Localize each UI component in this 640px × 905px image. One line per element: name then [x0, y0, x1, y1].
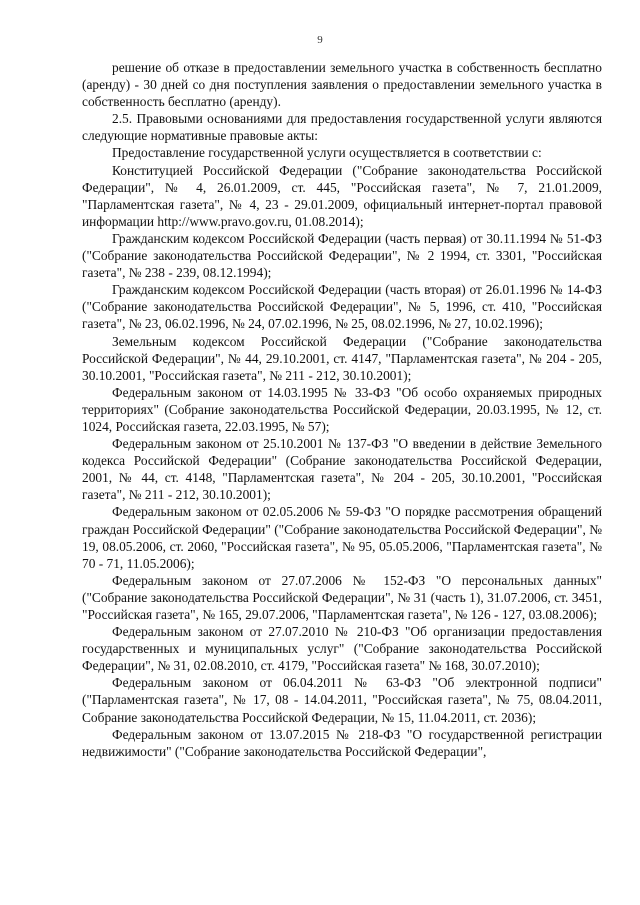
- paragraph-law-218-fz: Федеральным законом от 13.07.2015 № 218-ФЗ "О государственной регистрации недвижимости" ("Собрание законодательства Российской Федерации",: [82, 726, 602, 759]
- paragraph-law-59-fz: Федеральным законом от 02.05.2006 № 59-ФЗ "О порядке рассмотрения обращений граждан Российской Федерации" ("Собрание законодательства Российской Федерации", № 19, 08.05.2006, ст. 2060, "Российская газета", № 95, 05.05.2006, "Парламентская газета", № 70 - 71, 11.05.2006);: [82, 504, 602, 571]
- paragraph-law-33-fz: Федеральным законом от 14.03.1995 № 33-ФЗ "Об особо охраняемых природных территориях" (Собрание законодательства Российской Федерации, 20.03.1995, № 12, ст. 1024, Российская газета, 22.03.1995, № 57);: [82, 384, 602, 434]
- paragraph-civil-code-part-2: Гражданским кодексом Российской Федерации (часть вторая) от 26.01.1996 № 14-ФЗ ("Собрание законодательства Российской Федерации", № 5, 1996, ст. 410, "Российская газета", № 23, 06.02.1996, № 24, 07.02.1996, № 25, 08.02.1996, № 27, 10.02.1996);: [82, 282, 602, 332]
- paragraph-legal-grounds: 2.5. Правовыми основаниями для предоставления государственной услуги являются следующие нормативные правовые акты:: [82, 111, 602, 144]
- paragraph-provision-basis: Предоставление государственной услуги осуществляется в соответствии с:: [112, 145, 542, 161]
- paragraph-law-152-fz: Федеральным законом от 27.07.2006 № 152-ФЗ "О персональных данных" ("Собрание законодательства Российской Федерации", № 31 (часть 1), 31.07.2006, ст. 3451, "Российская газета", № 165, 29.07.2006, "Парламентская газета", № 126 - 127, 03.08.2006);: [82, 572, 602, 622]
- paragraph-constitution: Конституцией Российской Федерации ("Собрание законодательства Российской Федерации", № 4, 26.01.2009, ст. 445, "Российская газета", № 7, 21.01.2009, "Парламентская газета", № 4, 23 - 29.01.2009, официальный интернет-портал правовой информации http://www.pravo.gov.ru, 01.08.2014);: [82, 162, 602, 229]
- paragraph-land-code: Земельным кодексом Российской Федерации ("Собрание законодательства Российской Федерации", № 44, 29.10.2001, ст. 4147, "Парламентская газета", № 204 - 205, 30.10.2001, "Российская газета", № 211 - 212, 30.10.2001);: [82, 333, 602, 383]
- paragraph-law-210-fz: Федеральным законом от 27.07.2010 № 210-ФЗ "Об организации предоставления государственных и муниципальных услуг" ("Собрание законодательства Российской Федерации", № 31, 02.08.2010, ст. 4179, "Российская газета" № 168, 30.07.2010);: [82, 624, 602, 674]
- paragraph-refusal-term: решение об отказе в предоставлении земельного участка в собственность бесплатно (аренду) - 30 дней со дня поступления заявления о предоставлении земельного участка в собственность бесплатно (аренду).: [82, 60, 602, 110]
- page-number: 9: [317, 34, 323, 46]
- document-body: [82, 59, 602, 760]
- paragraph-law-63-fz: Федеральным законом от 06.04.2011 № 63-ФЗ "Об электронной подписи" ("Парламентская газета", № 17, 08 - 14.04.2011, "Российская газета", № 75, 08.04.2011, Собрание законодательства Российской Федерации, № 15, 11.04.2011, ст. 2036);: [82, 675, 602, 725]
- paragraph-law-137-fz: Федеральным законом от 25.10.2001 № 137-ФЗ "О введении в действие Земельного кодекса Российской Федерации" (Собрание законодательства Российской Федерации, 2001, № 44, ст. 4148, "Парламентская газета", № 204 - 205, 30.10.2001, "Российская газета", № 211 - 212, 30.10.2001);: [82, 436, 602, 503]
- paragraph-civil-code-part-1: Гражданским кодексом Российской Федерации (часть первая) от 30.11.1994 № 51-ФЗ ("Собрание законодательства Российской Федерации", № 2 1994, ст. 3301, "Российская газета", № 238 - 239, 08.12.1994);: [82, 230, 602, 281]
